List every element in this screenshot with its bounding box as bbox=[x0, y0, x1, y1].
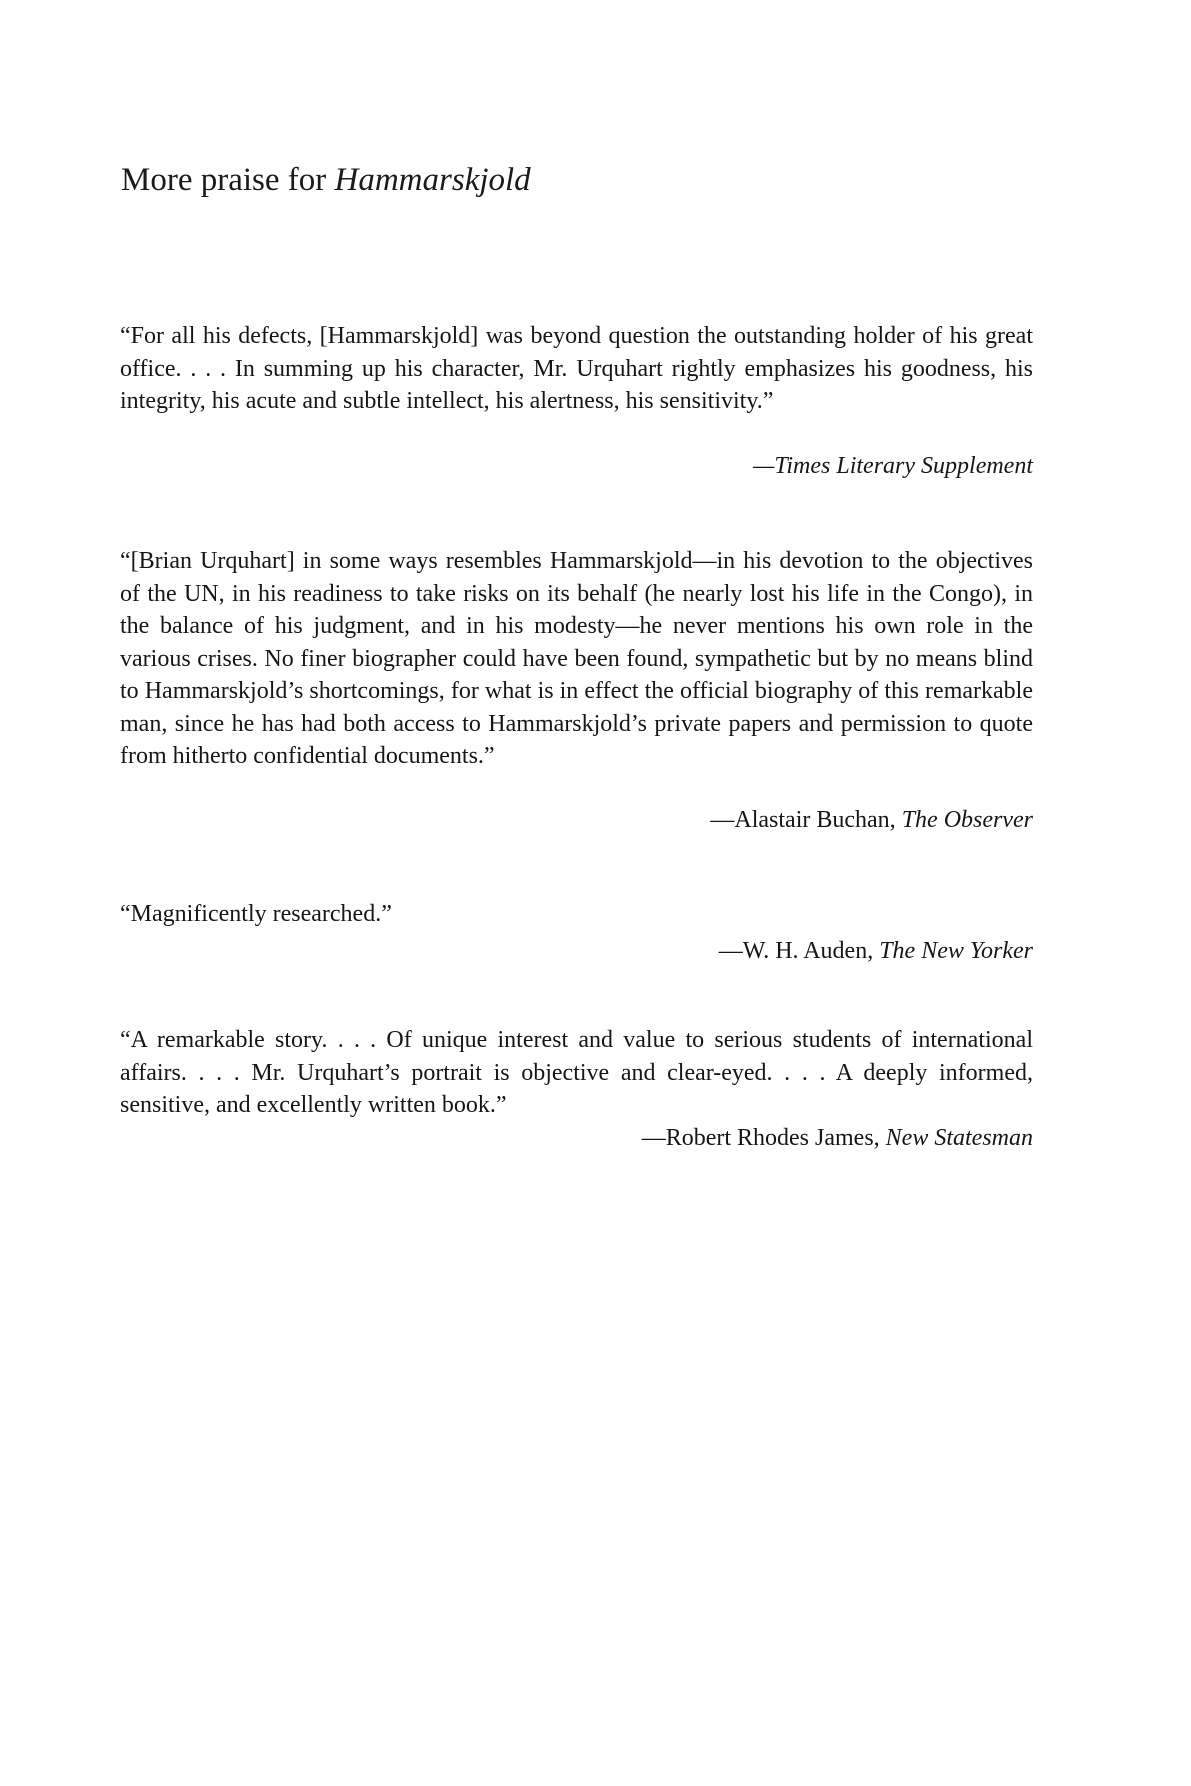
page-heading bbox=[121, 160, 531, 200]
review-author-2: —Alastair Buchan, bbox=[710, 807, 902, 833]
review-attribution-1 bbox=[753, 450, 1033, 482]
review-attribution-4 bbox=[642, 1122, 1033, 1154]
heading-prefix: More praise for bbox=[121, 162, 335, 198]
review-quote-2: “[Brian Urquhart] in some ways resembles Hammarskjold—in his devotion to the objectives of the UN, in his readiness to take risks on its behalf (he nearly lost his life in the Congo), in the balance of his judgment, and in his modesty—he never mentions his own role in the various crises. No finer biographer could have been found, sympathetic but by no means blind to Hammarskjold’s shortcomings, for what is in effect the official biography of this remarkable man, since he has had both access to Hammarskjold’s private papers and permission to quote from hitherto confidential documents.” bbox=[120, 548, 1033, 769]
review-attribution-2 bbox=[710, 804, 1033, 836]
review-attribution-3 bbox=[719, 935, 1033, 967]
review-author-3: —W. H. Auden, bbox=[718, 938, 880, 964]
book-title: Hammarskjold bbox=[334, 162, 531, 198]
review-source-1: —Times Literary Supplement bbox=[753, 453, 1033, 479]
review-author-4: —Robert Rhodes James, bbox=[641, 1125, 886, 1151]
review-quote-1: “For all his defects, [Hammarskjold] was beyond question the outstanding holder of his great office. . . . In summing up his character, Mr. Urquhart rightly emphasizes his goodness, his integrity, his acute and subtle intellect, his alertness, his sensitivity.” bbox=[120, 323, 1033, 414]
review-source-4: New Statesman bbox=[885, 1125, 1033, 1151]
review-source-2: The Observer bbox=[901, 807, 1033, 833]
review-quote-4: “A remarkable story. . . . Of unique interest and value to serious students of international affairs. . . . Mr. Urquhart’s portrait is objective and clear-eyed. . . . A deeply informed, sensitive, and excellently written book.” bbox=[120, 1027, 1033, 1118]
review-source-3: The New Yorker bbox=[879, 938, 1033, 964]
review-quote-3: “Magnificently researched.” bbox=[120, 901, 392, 927]
